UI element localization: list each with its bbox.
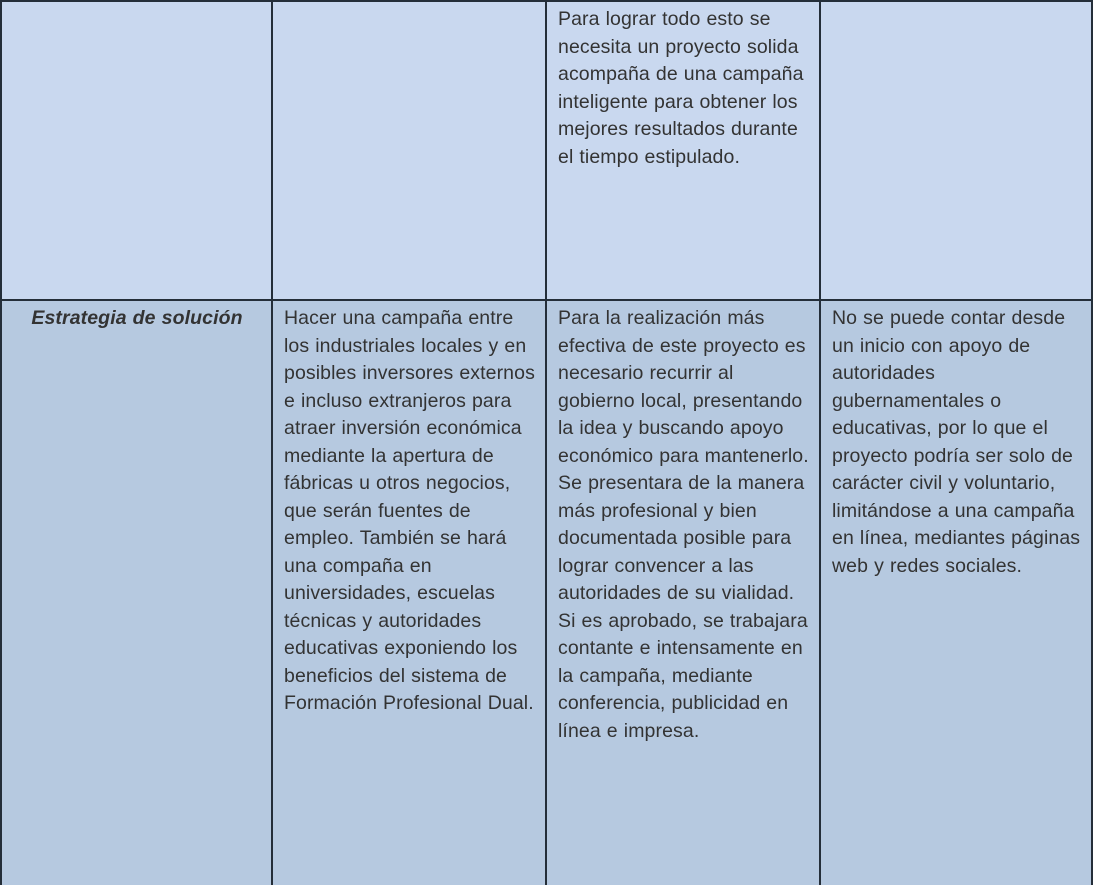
cell-r2c4-text: No se puede contar desde un inicio con apoyo de autoridades gubernamentales o educativas, por lo que el proyecto podría ser solo de carácter civil y voluntario, limitándose a una campaña en línea, mediantes páginas web y redes sociales. [820, 300, 1092, 885]
table-row-continuation [1, 1, 1092, 300]
cell-r1c1-empty [1, 1, 272, 300]
cell-r1c2-empty [272, 1, 546, 300]
cell-r1c3-text: Para lograr todo esto se necesita un proyecto solida acompaña de una campaña inteligente para obtener los mejores resultados durante el tiempo estipulado. [546, 1, 820, 300]
cell-r2c2-text: Hacer una campaña entre los industriales locales y en posibles inversores externos e incluso extranjeros para atraer inversión económica mediante la apertura de fábricas u otros negocios, que serán fuentes de empleo. También se hará una compaña en universidades, escuelas técnicas y autoridades educativas exponiendo los beneficios del sistema de Formación Profesional Dual. [272, 300, 546, 885]
table-row-estrategia [1, 300, 1092, 885]
cell-r1c4-empty [820, 1, 1092, 300]
cell-r2c3-text: Para la realización más efectiva de este proyecto es necesario recurrir al gobierno local, presentando la idea y buscando apoyo económico para mantenerlo. Se presentara de la manera más profesional y bien documentada posible para lograr convencer a las autoridades de su vialidad. Si es aprobado, se trabajara contante e intensamente en la campaña, mediante conferencia, publicidad en línea e impresa. [546, 300, 820, 885]
row-header-estrategia-de-solucion: Estrategia de solución [1, 300, 272, 885]
